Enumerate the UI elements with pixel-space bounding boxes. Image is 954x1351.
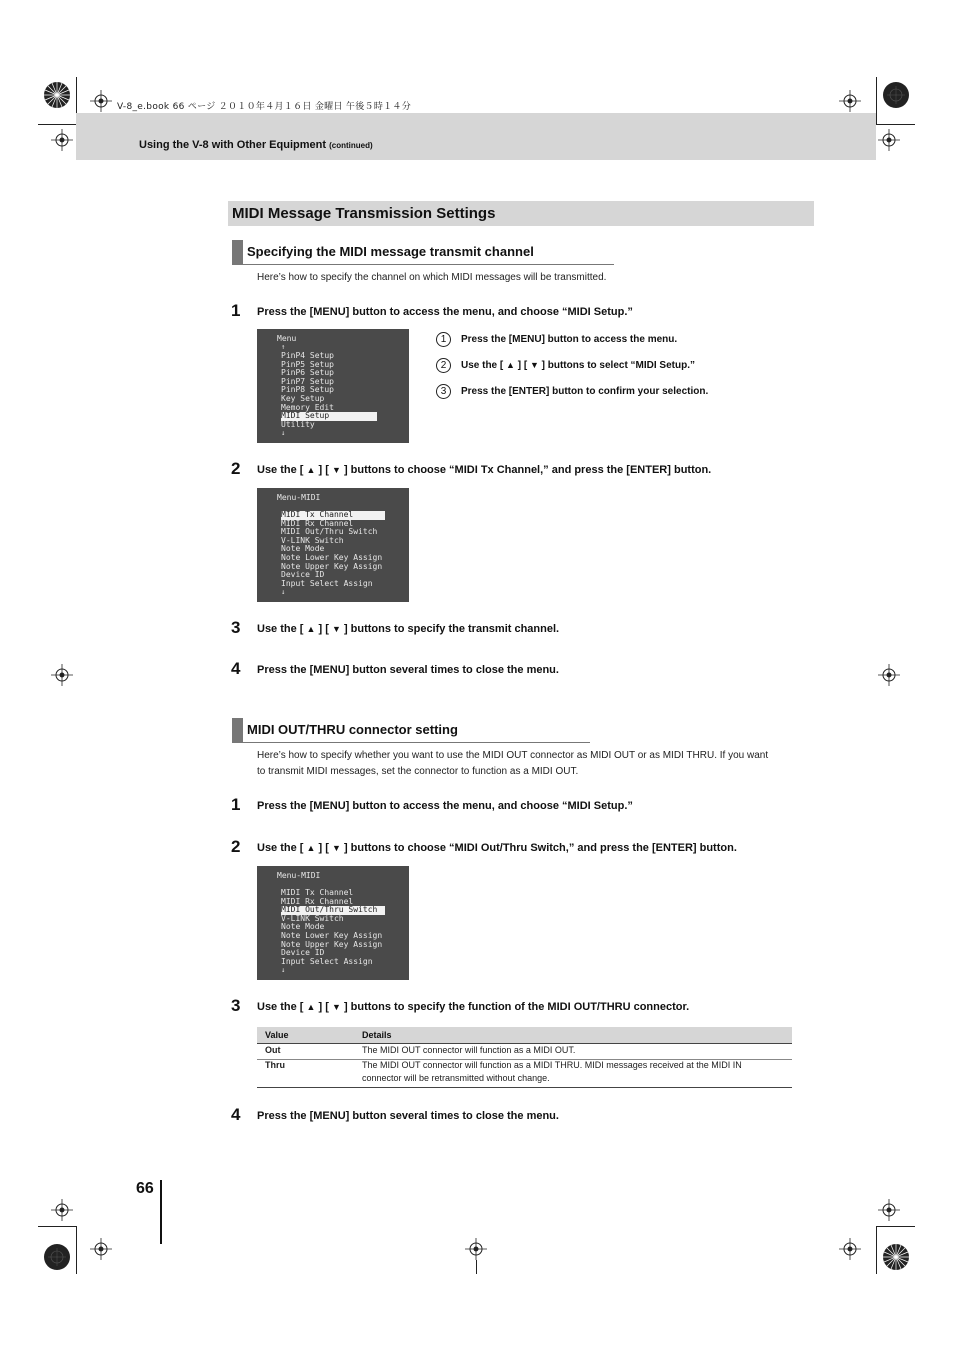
up-arrow-icon: ▲ <box>306 843 316 853</box>
running-header-band <box>76 113 876 160</box>
lcd-item: Key Setup <box>281 394 325 403</box>
lcd-screen-menu-midi <box>257 488 409 602</box>
lcd-title: Menu-MIDI <box>277 493 321 502</box>
crosshair-registration-mark <box>90 1238 112 1260</box>
lcd-item: Note Mode <box>281 922 325 932</box>
crosshair-registration-mark <box>878 129 900 151</box>
crosshair-registration-mark <box>878 1199 900 1221</box>
down-arrow-icon: ▼ <box>331 465 341 475</box>
lcd-item: Device ID <box>281 570 325 580</box>
lcd-item: MIDI Rx Channel <box>281 518 354 528</box>
heading-rule <box>243 742 590 743</box>
step-text: Press the [MENU] button several times to close the menu. <box>257 664 559 676</box>
sunburst-registration-mark <box>43 81 71 109</box>
lcd-item: Note Lower Key Assign <box>281 553 383 562</box>
callout-number-icon: 1 <box>436 332 451 347</box>
lcd-item: Note Upper Key Assign <box>281 939 383 949</box>
lcd-item: Note Mode <box>281 544 325 554</box>
lcd-item: Note Lower Key Assign <box>281 931 383 940</box>
crosshair-registration-mark <box>465 1238 487 1260</box>
up-arrow-icon: ▲ <box>306 1002 316 1012</box>
file-info: V-8_e.book 66 ページ ２０１０年４月１６日 金曜日 午後５時１４分 <box>117 102 412 112</box>
crosshair-registration-mark <box>839 1238 861 1260</box>
lcd-item: Memory Edit <box>281 402 334 412</box>
sunburst-registration-mark <box>882 1243 910 1271</box>
lcd-screen-menu-midi <box>257 866 409 980</box>
lcd-item: PinP5 Setup <box>281 359 334 369</box>
sunburst-registration-mark <box>882 81 910 109</box>
section2-intro-line2: to transmit MIDI messages, set the connector to function as a MIDI OUT. <box>257 766 579 777</box>
step-number: 1 <box>231 301 241 320</box>
step-number: 3 <box>231 618 241 637</box>
crop-line <box>877 1226 915 1227</box>
step-text: Use the [ ▲ ] [ ▼ ] buttons to specify the function of the MIDI OUT/THRU connector. <box>257 1001 690 1013</box>
crop-line <box>876 77 877 125</box>
table-cell-details: The MIDI OUT connector will function as a MIDI THRU. MIDI messages received at the MIDI IN <box>362 1060 742 1070</box>
section2-intro-line1: Here’s how to specify whether you want to use the MIDI OUT connector as MIDI OUT or as MIDI THRU. If you want <box>257 750 769 761</box>
lcd-item: MIDI Tx Channel <box>281 888 354 897</box>
step-text: Use the [ ▲ ] [ ▼ ] buttons to choose “MIDI Out/Thru Switch,” and press the [ENTER] button. <box>257 842 737 854</box>
callout-text: Press the [MENU] button to access the menu. <box>461 334 678 345</box>
table-header <box>257 1027 792 1043</box>
down-arrow-icon: ▼ <box>331 843 341 853</box>
lcd-item: PinP6 Setup <box>281 368 334 378</box>
crosshair-registration-mark <box>51 1199 73 1221</box>
crop-line <box>76 1226 77 1274</box>
heading-bar <box>232 718 243 743</box>
crop-line <box>38 1226 76 1227</box>
subsection-heading-text: Specifying the MIDI message transmit channel <box>247 244 534 259</box>
scroll-down-icon: ↓ <box>281 429 286 437</box>
lcd-item: PinP8 Setup <box>281 385 334 395</box>
lcd-item: MIDI Out/Thru Switch <box>281 527 378 537</box>
down-arrow-icon: ▼ <box>331 1002 341 1012</box>
table-cell-value: Thru <box>265 1060 285 1070</box>
step-number: 4 <box>231 659 241 678</box>
crosshair-registration-mark <box>839 90 861 112</box>
section1-intro: Here’s how to specify the channel on which MIDI messages will be transmitted. <box>257 272 607 283</box>
lcd-item: MIDI Rx Channel <box>281 896 354 906</box>
up-arrow-icon: ▲ <box>306 624 316 634</box>
lcd-item: V-LINK Switch <box>281 535 344 545</box>
lcd-item-selected: MIDI Out/Thru Switch <box>281 906 385 915</box>
lcd-screen-menu <box>257 329 409 443</box>
lcd-item: Note Upper Key Assign <box>281 561 383 571</box>
crosshair-registration-mark <box>51 129 73 151</box>
table-cell-details: The MIDI OUT connector will function as a MIDI OUT. <box>362 1045 576 1055</box>
crop-line <box>876 1226 877 1274</box>
running-header-title: Using the V-8 with Other Equipment <box>139 139 327 151</box>
step-number: 1 <box>231 795 241 814</box>
lcd-item-selected: MIDI Tx Channel <box>281 511 385 520</box>
up-arrow-icon: ▲ <box>306 465 316 475</box>
lcd-title: Menu-MIDI <box>277 871 321 880</box>
crosshair-registration-mark <box>51 664 73 686</box>
step-text: Press the [MENU] button to access the menu, and choose “MIDI Setup.” <box>257 800 633 812</box>
running-header <box>139 139 373 151</box>
lcd-item: Input Select Assign <box>281 956 373 966</box>
lcd-item: PinP4 Setup <box>281 351 334 360</box>
step-number: 2 <box>231 459 241 478</box>
step-text: Use the [ ▲ ] [ ▼ ] buttons to choose “MIDI Tx Channel,” and press the [ENTER] button. <box>257 464 712 476</box>
heading-bar <box>232 240 243 265</box>
lcd-item: PinP7 Setup <box>281 376 334 386</box>
section-title: MIDI Message Transmission Settings <box>232 205 496 222</box>
lcd-item-selected: MIDI Setup <box>281 412 377 421</box>
lcd-item: Input Select Assign <box>281 578 373 588</box>
page-number: 66 <box>136 1180 154 1197</box>
table-header-value: Value <box>265 1030 289 1040</box>
lcd-title: Menu <box>277 334 297 343</box>
table-divider <box>257 1087 792 1088</box>
step-number: 2 <box>231 837 241 856</box>
table-cell-details: connector will be retransmitted without change. <box>362 1073 550 1083</box>
callout-text: Use the [ ▲ ] [ ▼ ] buttons to select “MIDI Setup.” <box>461 360 695 371</box>
step-number: 3 <box>231 996 241 1015</box>
crop-line <box>38 124 76 125</box>
page-number-rule <box>160 1180 162 1244</box>
scroll-up-icon: ↑ <box>281 343 286 351</box>
crosshair-registration-mark <box>878 664 900 686</box>
table-header-details: Details <box>362 1030 392 1040</box>
down-arrow-icon: ▼ <box>529 360 539 370</box>
crop-line <box>877 124 915 125</box>
callout-number-icon: 3 <box>436 384 451 399</box>
sunburst-registration-mark <box>43 1243 71 1271</box>
lcd-item: Device ID <box>281 948 325 958</box>
table-cell-value: Out <box>265 1045 281 1055</box>
lcd-item: V-LINK Switch <box>281 913 344 923</box>
running-header-suffix: (continued) <box>329 141 373 150</box>
section-title-band <box>228 201 814 226</box>
crop-line <box>476 1260 477 1274</box>
lcd-item: Utility <box>281 419 315 429</box>
step-text: Press the [MENU] button several times to close the menu. <box>257 1110 559 1122</box>
step-number: 4 <box>231 1105 241 1124</box>
heading-rule <box>243 264 614 265</box>
callout-text: Press the [ENTER] button to confirm your selection. <box>461 386 709 397</box>
subsection-heading-text: MIDI OUT/THRU connector setting <box>247 722 458 737</box>
up-arrow-icon: ▲ <box>506 360 515 370</box>
step-text: Use the [ ▲ ] [ ▼ ] buttons to specify the transmit channel. <box>257 623 560 635</box>
scroll-down-icon: ↓ <box>281 966 286 974</box>
callout-number-icon: 2 <box>436 358 451 373</box>
down-arrow-icon: ▼ <box>331 624 341 634</box>
step-text: Press the [MENU] button to access the menu, and choose “MIDI Setup.” <box>257 306 633 318</box>
scroll-down-icon: ↓ <box>281 588 286 596</box>
crosshair-registration-mark <box>90 90 112 112</box>
